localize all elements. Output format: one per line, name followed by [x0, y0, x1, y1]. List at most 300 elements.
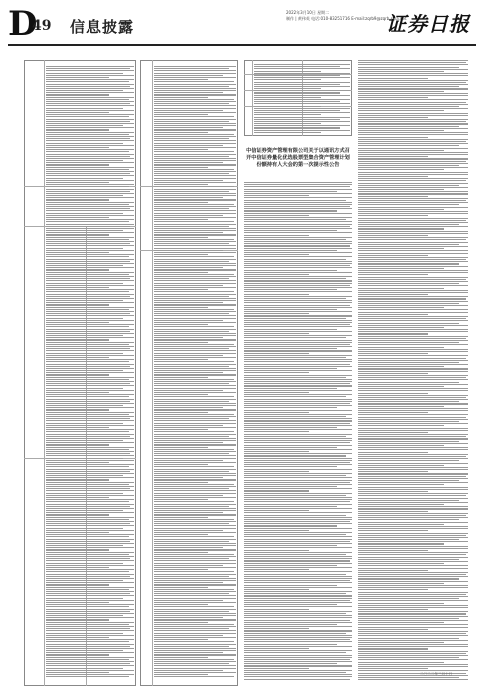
text-line [154, 243, 229, 244]
text-line [244, 344, 350, 345]
text-line [244, 484, 352, 485]
text-line [244, 455, 346, 456]
text-line [154, 324, 208, 325]
text-line [358, 110, 444, 111]
text-line [154, 289, 208, 290]
text-line [154, 493, 236, 494]
text-line [358, 506, 468, 507]
text-line [154, 333, 236, 334]
text-line [358, 530, 428, 531]
text-line [244, 480, 352, 481]
text-line [154, 403, 236, 404]
text-line [154, 97, 208, 98]
text-line [154, 110, 223, 111]
text-line [244, 259, 346, 260]
text-line [358, 393, 428, 394]
text-line [358, 633, 466, 634]
text-line [358, 207, 468, 208]
text-line [244, 215, 309, 216]
text-line [244, 399, 352, 400]
text-line [154, 427, 236, 428]
text-line [254, 92, 340, 93]
date-line: 2022年3月10日 星期二 [286, 10, 330, 15]
text-line [358, 541, 468, 542]
text-line [358, 508, 468, 509]
text-line [154, 151, 234, 152]
text-line [46, 641, 129, 642]
text-line [358, 104, 468, 105]
text-line [358, 218, 468, 219]
text-line [46, 379, 129, 380]
text-line [154, 547, 223, 548]
text-line [46, 213, 123, 214]
text-line [46, 622, 134, 623]
text-line [358, 616, 468, 617]
text-line [46, 482, 134, 483]
text-line [46, 73, 123, 74]
header-rule [8, 44, 476, 46]
text-line [154, 462, 236, 463]
text-line [244, 547, 352, 548]
text-line [358, 554, 466, 555]
text-line [46, 630, 134, 631]
text-line [46, 418, 130, 419]
text-line [154, 219, 208, 220]
text-line [358, 342, 459, 343]
text-line [358, 261, 468, 262]
text-line [46, 611, 130, 612]
text-line [244, 302, 352, 303]
text-line [358, 167, 468, 168]
text-line [46, 514, 109, 515]
text-line [154, 595, 236, 596]
text-line [244, 591, 352, 592]
text-line [154, 167, 208, 168]
text-line [358, 565, 468, 566]
text-line [244, 235, 309, 236]
text-line [46, 193, 134, 194]
text-line [154, 455, 236, 456]
text-line [358, 237, 468, 238]
text-line [244, 340, 352, 341]
text-line [154, 108, 236, 109]
text-line [244, 609, 309, 610]
text-line [46, 523, 130, 524]
text-line [358, 281, 468, 282]
text-line [358, 183, 468, 184]
text-line [244, 381, 352, 382]
text-line [154, 278, 229, 279]
text-line [154, 431, 234, 432]
text-line [154, 158, 236, 159]
text-line [154, 420, 236, 421]
text-line [358, 379, 468, 380]
text-line [46, 506, 130, 507]
text-line [358, 143, 468, 144]
text-line [154, 149, 208, 150]
text-line [358, 292, 468, 293]
text-line [244, 668, 309, 669]
text-line [46, 145, 134, 146]
text-line [358, 259, 466, 260]
text-line [46, 517, 134, 518]
text-line [244, 191, 337, 192]
text-line [154, 136, 236, 137]
text-line [154, 506, 229, 507]
text-line [154, 359, 208, 360]
text-line [244, 375, 352, 376]
text-line [154, 294, 236, 295]
text-line [244, 315, 352, 316]
text-line [358, 605, 468, 606]
text-line [154, 204, 234, 205]
text-line [46, 525, 134, 526]
text-line [244, 208, 352, 209]
text-line [46, 578, 134, 579]
text-line [46, 624, 129, 625]
text-line [244, 416, 346, 417]
text-line [154, 145, 223, 146]
text-line [358, 290, 468, 291]
text-line [244, 252, 352, 253]
text-line [358, 200, 466, 201]
text-line [46, 267, 134, 268]
text-line [244, 466, 337, 467]
text-line [46, 606, 129, 607]
text-line [358, 320, 468, 321]
text-line [154, 90, 236, 91]
text-line [244, 541, 350, 542]
text-line [46, 112, 109, 113]
text-line [244, 333, 309, 334]
text-line [154, 226, 229, 227]
text-line [46, 359, 134, 360]
text-line [244, 359, 352, 360]
text-line [46, 431, 129, 432]
text-line [46, 462, 109, 463]
text-line [244, 392, 309, 393]
text-line [46, 221, 129, 222]
text-line [154, 589, 234, 590]
text-line [46, 348, 130, 349]
text-line [46, 458, 123, 459]
text-line [358, 587, 468, 588]
text-line [46, 208, 130, 209]
text-line [358, 454, 468, 455]
text-line [46, 399, 134, 400]
text-line [154, 661, 236, 662]
text-line [358, 165, 459, 166]
text-line [358, 425, 444, 426]
text-line [244, 661, 352, 662]
text-line [244, 602, 352, 603]
text-line [244, 232, 352, 233]
text-line [46, 497, 109, 498]
text-line [154, 670, 223, 671]
text-line [154, 560, 236, 561]
text-line [244, 370, 352, 371]
text-line [358, 158, 468, 159]
text-line [46, 488, 130, 489]
text-line [154, 160, 236, 161]
text-line [46, 261, 130, 262]
text-line [154, 423, 236, 424]
text-line [244, 221, 352, 222]
text-line [244, 407, 337, 408]
text-line [46, 639, 134, 640]
text-line [46, 158, 134, 159]
text-line [154, 298, 236, 299]
text-line [154, 587, 208, 588]
text-line [358, 480, 459, 481]
text-line [154, 519, 234, 520]
text-line [244, 403, 350, 404]
text-line [244, 350, 352, 351]
text-line [358, 421, 459, 422]
text-line [244, 224, 352, 225]
text-line [358, 576, 468, 577]
text-line [244, 510, 309, 511]
text-line [154, 659, 234, 660]
text-line [244, 420, 352, 421]
text-line [154, 672, 236, 673]
text-line [46, 460, 134, 461]
text-line [358, 362, 459, 363]
text-line [154, 652, 223, 653]
text-line [46, 274, 129, 275]
text-line [154, 237, 208, 238]
text-line [46, 401, 130, 402]
text-line [154, 309, 234, 310]
text-line [154, 637, 236, 638]
text-line [358, 193, 468, 194]
text-line [244, 532, 352, 533]
text-line [46, 175, 134, 176]
text-line [154, 379, 234, 380]
text-line [46, 648, 134, 649]
text-line [46, 269, 109, 270]
text-line [244, 613, 346, 614]
text-line [154, 291, 234, 292]
text-line [244, 624, 337, 625]
text-line [358, 533, 468, 534]
text-line [46, 164, 109, 165]
text-line [254, 66, 340, 67]
text-line [244, 460, 352, 461]
text-line [244, 589, 309, 590]
text-line [244, 464, 352, 465]
text-line [244, 545, 337, 546]
text-line [244, 298, 346, 299]
text-line [46, 70, 134, 71]
text-line [46, 178, 123, 179]
text-line [154, 123, 236, 124]
text-line [46, 532, 109, 533]
text-line [154, 217, 236, 218]
text-line [46, 427, 109, 428]
text-line [244, 283, 352, 284]
text-line [244, 453, 352, 454]
text-line [154, 479, 236, 480]
text-line [46, 298, 134, 299]
text-line [358, 664, 468, 665]
text-line [358, 484, 444, 485]
text-line [244, 267, 352, 268]
text-line [154, 307, 208, 308]
text-line [244, 569, 309, 570]
text-line [46, 81, 129, 82]
text-line [46, 68, 130, 69]
text-line [154, 276, 236, 277]
text-line [154, 565, 223, 566]
text-line [154, 611, 229, 612]
text-line [46, 154, 134, 155]
text-line [358, 298, 466, 299]
text-line [46, 574, 134, 575]
text-line [154, 84, 236, 85]
text-line [154, 552, 208, 553]
text-line [244, 641, 352, 642]
text-line [46, 425, 134, 426]
text-line [358, 467, 468, 468]
text-line [46, 434, 134, 435]
text-line [154, 477, 223, 478]
text-line [46, 199, 109, 200]
text-line [244, 488, 352, 489]
text-line [358, 524, 444, 525]
text-line [46, 366, 130, 367]
text-line [46, 563, 123, 564]
text-line [244, 552, 352, 553]
text-line [46, 206, 134, 207]
text-line [244, 189, 352, 190]
text-line [46, 377, 134, 378]
text-line [154, 388, 236, 389]
text-line [46, 219, 134, 220]
text-line [154, 169, 234, 170]
text-line [358, 126, 459, 127]
text-line [46, 143, 123, 144]
text-line [358, 139, 468, 140]
text-line [358, 86, 459, 87]
text-line [154, 416, 236, 417]
text-line [46, 79, 134, 80]
text-line [358, 277, 468, 278]
text-line [358, 519, 459, 520]
text-line [358, 78, 428, 79]
text-line [154, 215, 223, 216]
text-line [46, 105, 134, 106]
text-line [244, 672, 346, 673]
text-line [154, 475, 236, 476]
text-line [244, 670, 352, 671]
text-line [358, 395, 468, 396]
text-line [46, 440, 123, 441]
text-line [46, 628, 130, 629]
text-line [154, 377, 208, 378]
text-line [358, 646, 468, 647]
text-line [358, 288, 444, 289]
text-line [358, 581, 468, 582]
text-line [46, 383, 130, 384]
text-line [154, 234, 236, 235]
text-line [154, 668, 236, 669]
text-line [154, 127, 223, 128]
text-line [46, 300, 123, 301]
text-line [46, 394, 134, 395]
text-line [358, 539, 459, 540]
text-line [254, 108, 350, 109]
text-line [46, 495, 134, 496]
text-line [358, 91, 444, 92]
text-line [358, 132, 468, 133]
text-line [154, 532, 236, 533]
text-line [358, 471, 428, 472]
text-line [154, 265, 236, 266]
text-line [358, 600, 468, 601]
text-line [46, 136, 134, 137]
text-line [154, 202, 208, 203]
text-line [154, 353, 236, 354]
text-line [358, 294, 428, 295]
text-line [358, 154, 468, 155]
text-line [358, 255, 428, 256]
text-line [46, 560, 134, 561]
text-line [46, 536, 129, 537]
text-line [358, 309, 468, 310]
text-line [154, 574, 236, 575]
text-line [358, 314, 428, 315]
text-line [154, 318, 236, 319]
text-line [244, 241, 352, 242]
text-line [46, 66, 134, 67]
text-line [154, 101, 236, 102]
text-line [358, 386, 444, 387]
text-line [46, 534, 134, 535]
text-line [46, 147, 109, 148]
text-line [244, 291, 352, 292]
right-column-body [358, 60, 468, 681]
text-line [46, 202, 134, 203]
text-line [358, 679, 468, 680]
text-line [244, 355, 352, 356]
text-line [46, 493, 123, 494]
text-line [154, 469, 236, 470]
text-line [46, 92, 134, 93]
text-line [244, 193, 352, 194]
text-line [244, 515, 346, 516]
text-line [46, 372, 134, 373]
text-line [154, 326, 234, 327]
text-line [254, 110, 340, 111]
text-line [358, 174, 468, 175]
text-line [244, 471, 309, 472]
text-line [154, 615, 236, 616]
text-line [46, 346, 134, 347]
text-line [358, 513, 468, 514]
text-line [358, 511, 428, 512]
notice-title: 中信证券资产管理有限公司关于以通讯方式召开中信证券量化优选股票型集合资产管理计划份额持有人大会的第一次提示性公告 [246, 148, 350, 169]
text-line [244, 372, 309, 373]
text-line [358, 594, 466, 595]
text-line [46, 228, 134, 229]
text-line [46, 191, 130, 192]
text-line [154, 434, 236, 435]
text-line [244, 560, 350, 561]
text-line [244, 486, 337, 487]
text-line [358, 368, 468, 369]
text-line [154, 517, 208, 518]
